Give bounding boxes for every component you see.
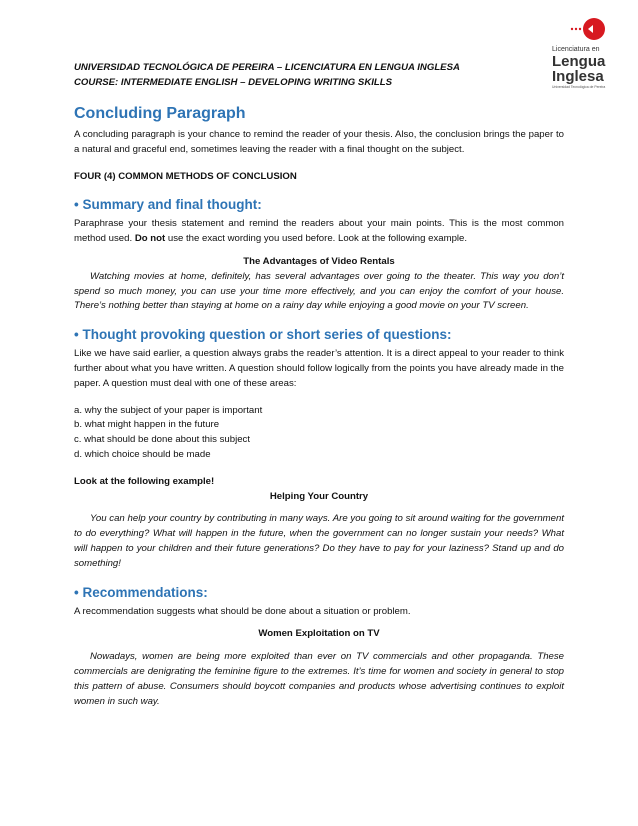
page-title: Concluding Paragraph — [74, 105, 246, 122]
section-recommendations-text: A recommendation suggests what should be done about a situation or problem. — [74, 605, 411, 617]
section-question-heading: • Thought provoking question or short series of questions: — [74, 327, 452, 343]
list-item: a. why the subject of your paper is important — [74, 404, 263, 416]
section-question-text: Like we have said earlier, a question always grabs the reader’s attention. It is a direct appeal to your reader to think further about what you have written. A question should follow logically from the points you have already made in the paper. A question must deal with one of these areas: — [74, 348, 564, 389]
example-text-video-rentals: Watching movies at home, definitely, has several advantages over going to the theater. This way you don’t spend so much money, you can use your time more effectively, and you can enjoy the comfort of your house. There’s nothing better than staying at home on a rainy day while enjoying a good movie on your TV screen. — [74, 270, 564, 312]
do-not-emphasis: Do not — [134, 233, 166, 245]
header-university-line: UNIVERSIDAD TECNOLÓGICA DE PEREIRA – LICENCIATURA EN LENGUA INGLESA — [74, 62, 460, 73]
example-text-helping-country: You can help your country by contributing in many ways. Are you going to sit around waiting for the government to do everything? What will happen in the future, when the government can no longer sustain your needs? What will happen to your children and their future generations? Do they have to pay for your laziness? Stand up and do something! — [74, 513, 564, 569]
methods-heading: FOUR (4) COMMON METHODS OF CONCLUSION — [74, 170, 297, 182]
list-item: b. what might happen in the future — [74, 419, 220, 431]
logo-line4: Universidad Tecnológica de Pereira — [552, 85, 606, 89]
logo-line1: Licenciatura en — [552, 46, 600, 53]
section-summary-heading: • Summary and final thought: — [74, 197, 262, 213]
list-item: d. which choice should be made — [74, 448, 211, 460]
section-recommendations-heading: • Recommendations: — [74, 584, 208, 600]
logo-line2: Lengua — [552, 53, 606, 70]
header-course-line: COURSE: INTERMEDIATE ENGLISH – DEVELOPING WRITING SKILLS — [74, 77, 393, 88]
intro-paragraph: A concluding paragraph is your chance to remind the reader of your thesis. Also, the conclusion brings the paper to a natural and graceful end, sometimes leaving the reader with a final thought on the subject. — [74, 129, 564, 155]
question-areas-list — [74, 404, 564, 463]
example-text-women-exploitation: Nowadays, women are being more exploited than ever on TV commercials and other propaganda. These commercials are denigrating the feminine figure to the extremes. It’s time for women and society in general to stop this pattern of abuse. Consumers should boycott companies and products whose advertising continues to exploit women in such way. — [74, 651, 564, 707]
logo-line3: Inglesa — [552, 68, 604, 85]
university-logo — [548, 12, 626, 90]
example-title-video-rentals: The Advantages of Video Rentals — [243, 255, 395, 267]
list-item: c. what should be done about this subject — [74, 434, 251, 446]
logo-red-circle-icon — [583, 18, 605, 40]
page-header — [74, 60, 494, 90]
example-title-helping-country: Helping Your Country — [269, 490, 369, 502]
section-summary-text: Paraphrase your thesis statement and remind the readers about your main points. This is the most common method used. Do not use the exact wording you used before. Look at the following example. — [74, 218, 564, 245]
document-body — [74, 104, 564, 709]
example-title-women-exploitation: Women Exploitation on TV — [258, 628, 380, 640]
example-lead: Look at the following example! — [74, 475, 215, 487]
